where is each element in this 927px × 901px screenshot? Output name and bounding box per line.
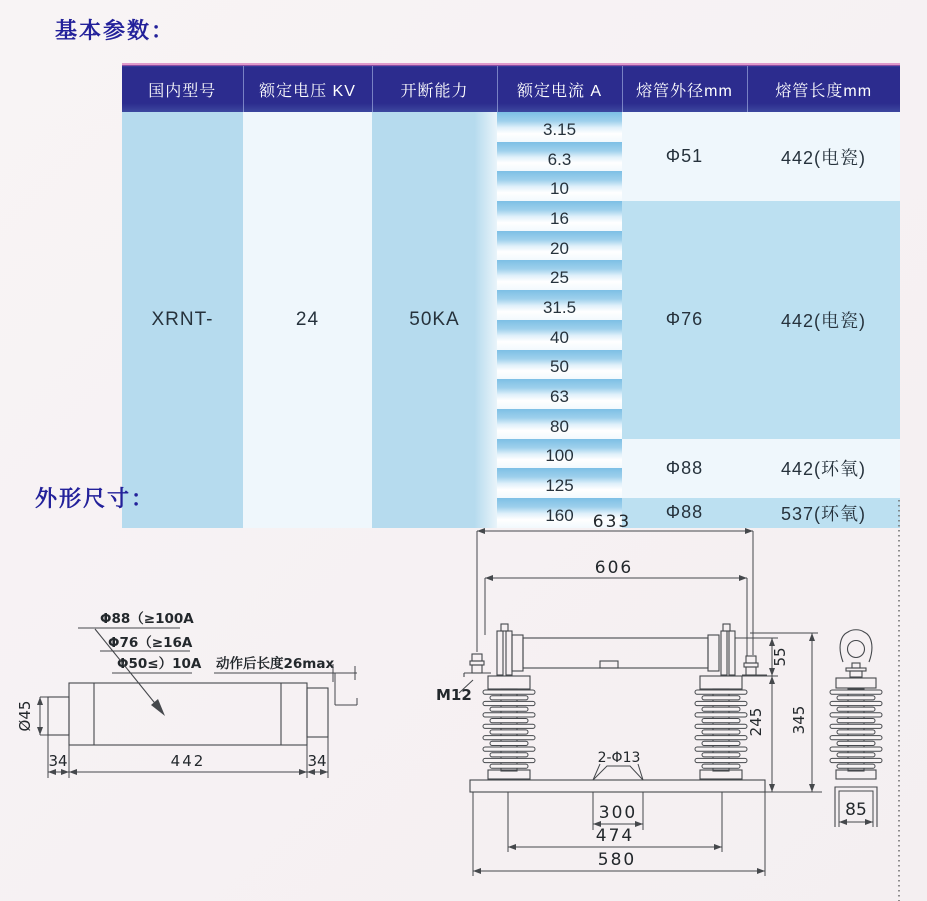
insulator-shed — [483, 690, 535, 694]
insulator-shed — [695, 724, 747, 728]
insulator-shed — [490, 719, 528, 723]
side-view-bracket — [835, 787, 877, 827]
rated-current-cell: 31.5 — [497, 290, 622, 320]
diameter-callout-labels — [78, 611, 202, 716]
insulator-shed — [695, 747, 747, 751]
tube-length-cell: 442(电瓷) — [747, 112, 900, 201]
insulator-shed — [490, 764, 528, 768]
mounting-base — [470, 780, 765, 792]
column-header: 额定电流 A — [497, 65, 622, 113]
mounted-fuse-drawing — [425, 500, 927, 901]
section-title-outline-dimensions: 外形尺寸： — [35, 486, 156, 511]
side-view-insulator — [830, 690, 882, 768]
insulator-shed — [695, 736, 747, 740]
tube-od-cell: Φ88 — [622, 498, 747, 528]
insulator-shed — [702, 741, 740, 745]
insulator-shed — [483, 701, 535, 705]
rated-current-cell: 10 — [497, 171, 622, 201]
insulator-shed — [695, 758, 747, 762]
rated-current-cell: 80 — [497, 409, 622, 439]
insulator-shed — [490, 707, 528, 711]
parameters-table — [122, 63, 900, 528]
rated-current-cell: 16 — [497, 201, 622, 231]
rated-current-cell: 100 — [497, 439, 622, 469]
insulator-shed — [837, 741, 875, 745]
rated-current-cell: 3.15 — [497, 112, 622, 142]
rated-current-cell: 160 — [497, 498, 622, 528]
side-view-fuse-clip — [840, 630, 872, 677]
fuse-assembly — [497, 624, 735, 675]
insulator-shed — [837, 753, 875, 757]
insulator-shed — [702, 707, 740, 711]
insulator-shed — [837, 719, 875, 723]
column-header: 额定电压 KV — [243, 65, 372, 113]
tube-od-cell: Φ51 — [622, 112, 747, 201]
bolt-size-callout — [436, 680, 473, 704]
section-title-basic-parameters: 基本参数： — [55, 18, 176, 43]
insulator-shed — [837, 730, 875, 734]
dimension-diameter-45 — [16, 697, 48, 735]
insulator-shed — [702, 764, 740, 768]
label-m12: M12 — [436, 686, 472, 704]
striker-length-note — [214, 655, 357, 705]
dim-text-606: 606 — [594, 558, 634, 578]
column-header: 熔管外径mm — [622, 65, 747, 113]
dim-text-diameter-45: Ø45 — [16, 700, 34, 732]
insulator-shed — [490, 730, 528, 734]
insulator-shed — [837, 707, 875, 711]
rated-current-cell: 50 — [497, 350, 622, 380]
insulator-right — [695, 690, 747, 768]
insulator-shed — [830, 758, 882, 762]
mounting-holes-callout — [593, 750, 643, 780]
tube-length-cell: 442(电瓷) — [747, 201, 900, 439]
label-phi50: Φ50≤）10A — [117, 656, 202, 672]
insulator-shed — [483, 736, 535, 740]
insulator-shed — [490, 741, 528, 745]
dim-text-245: 245 — [747, 707, 765, 737]
dim-text-34-left: 34 — [48, 752, 68, 770]
fuse-tube-drawing — [16, 595, 390, 810]
breaking-capacity-cell: 50KA — [372, 112, 497, 528]
insulator-shed — [490, 753, 528, 757]
dim-text-85: 85 — [845, 800, 867, 820]
insulator-shed — [830, 747, 882, 751]
left-terminal-bolt — [464, 654, 491, 677]
dimension-245 — [747, 676, 822, 792]
insulator-shed — [830, 701, 882, 705]
fuse-tube-outline — [48, 683, 328, 745]
insulator-shed — [702, 730, 740, 734]
model-cell: XRNT- — [122, 112, 243, 528]
insulator-shed — [483, 713, 535, 717]
dim-text-474: 474 — [595, 826, 635, 846]
dimension-300 — [593, 792, 643, 830]
dimension-bottom-lengths — [48, 735, 328, 778]
dim-text-55: 55 — [771, 647, 789, 667]
insulator-shed — [702, 696, 740, 700]
dimension-55 — [735, 638, 789, 676]
insulator-shed — [695, 701, 747, 705]
label-2-phi13: 2-Φ13 — [597, 750, 641, 766]
insulator-shed — [830, 736, 882, 740]
insulator-shed — [695, 713, 747, 717]
column-header: 熔管长度mm — [747, 65, 900, 113]
parameters-table-grid — [122, 63, 900, 528]
column-header: 国内型号 — [122, 65, 243, 113]
insulator-shed — [830, 690, 882, 694]
dim-text-442: 442 — [170, 752, 206, 770]
striker-note-text: 动作后长度26max — [216, 656, 335, 672]
rated-current-cell: 63 — [497, 379, 622, 409]
tube-od-cell: Φ76 — [622, 201, 747, 439]
insulator-shed — [830, 724, 882, 728]
insulator-left — [483, 690, 535, 768]
insulator-shed — [483, 747, 535, 751]
dimension-633 — [477, 512, 753, 655]
tube-length-cell: 537(环氧) — [747, 498, 900, 528]
right-terminal-bolt — [742, 656, 767, 675]
insulator-shed — [483, 758, 535, 762]
tube-length-cell: 442(环氧) — [747, 439, 900, 498]
dim-text-345: 345 — [790, 705, 808, 735]
insulator-shed — [695, 690, 747, 694]
column-header: 开断能力 — [372, 65, 497, 113]
rated-voltage-cell: 24 — [243, 112, 372, 528]
dim-text-633: 633 — [592, 512, 632, 532]
insulator-shed — [837, 764, 875, 768]
insulator-shed — [490, 696, 528, 700]
insulator-shed — [702, 719, 740, 723]
rated-current-cell: 6.3 — [497, 142, 622, 172]
dim-text-300: 300 — [598, 803, 638, 823]
dim-text-34-right: 34 — [307, 752, 327, 770]
label-phi76: Φ76（≥16A — [108, 635, 193, 651]
insulator-shed — [483, 724, 535, 728]
insulator-shed — [830, 713, 882, 717]
label-phi88: Φ88（≥100A — [100, 611, 194, 627]
rated-current-cell: 20 — [497, 231, 622, 261]
dim-text-580: 580 — [597, 850, 637, 870]
rated-current-cell: 125 — [497, 468, 622, 498]
tube-od-cell: Φ88 — [622, 439, 747, 498]
insulator-shed — [702, 753, 740, 757]
insulator-shed — [837, 696, 875, 700]
rated-current-cell: 25 — [497, 260, 622, 290]
rated-current-cell: 40 — [497, 320, 622, 350]
